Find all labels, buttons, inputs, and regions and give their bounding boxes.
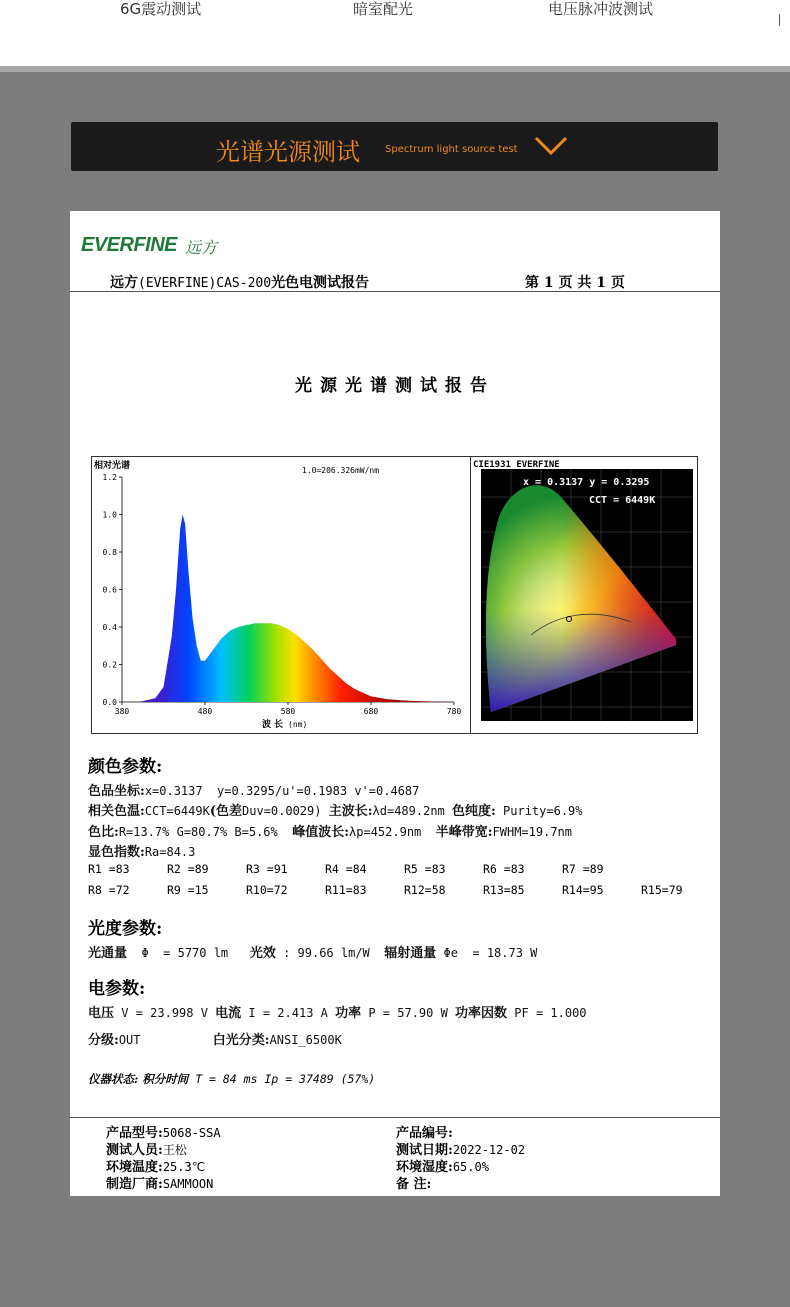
header-brand: 远方 [110,275,138,291]
nav-link-voltage-pulse[interactable]: 电压脉冲波测试 [548,0,654,18]
cie-coords: x = 0.3137 y = 0.3295 [523,477,650,488]
y-tick-label: 1.2 [102,473,117,482]
color-ratio-line: 色比:R=13.7% G=80.7% B=5.6% 峰值波长:λp=452.9nm 半峰带宽:FWHM=19.7nm [88,825,573,840]
y-tick-label: 0.6 [102,585,117,595]
spectrum-chart [91,456,471,734]
cie-diagram [470,456,698,734]
y-tick-label: 0.4 [102,623,117,632]
y-tick-label: 1.0 [102,510,117,520]
electrical-line: 电压 V = 23.998 V 电流 I = 2.413 A 功率 P = 57.90 W 功率因数 PF = 1.000 [88,1006,587,1021]
spectrum-scale-note: 1.0=206.326mW/nm [302,466,380,475]
footer-divider [70,1117,720,1118]
section-banner [71,122,718,171]
r-values-row-1: R1 =83 R2 =89 R3 =91 R4 =84 R5 =83 R6 =83 R7 =89 [88,862,604,876]
spectrum-xunit: (nm) [288,720,308,729]
r-values-row-2: R8 =72 R9 =15 R10=72 R11=83 R12=58 R13=85 R14=95 R15=79 [88,883,683,897]
header-title: 光色电测试报告 [271,275,370,291]
spectrum-curve [122,515,454,703]
photometric-line: 光通量 Φ = 5770 lm 光效 : 99.66 lm/W 辐射通量 Φe = 18.73 W [88,946,538,961]
spectrum-ylabel: 相对光谱 [94,461,131,471]
instrument-status: 仪器状态: 积分时间 T = 84 ms Ip = 37489 (57%) [88,1072,376,1086]
classification-line: 分级:OUT 白光分类:ANSI_6500K [88,1033,342,1048]
banner-title: 光谱光源测试 [216,138,360,166]
footer-right: 产品编号: 测试日期:2022-12-02 环境湿度:65.0% 备 注: [396,1126,526,1192]
cri-line: 显色指数:Ra=84.3 [88,845,196,860]
chromaticity-line: 色品坐标:x=0.3137 y=0.3295/u'=0.1983 v'=0.4687 [88,784,420,799]
color-params-heading: 颜色参数: [88,757,163,777]
spectrum-svg [92,457,470,733]
nav-link-darkroom[interactable]: 暗室配光 [353,0,414,18]
x-tick-label: 680 [363,707,379,716]
cie-cct: CCT = 6449K [589,495,656,506]
header-divider [70,291,720,292]
scroll-indicator [779,14,780,26]
header-model: (EVERFINE)CAS-200 [138,276,272,291]
top-nav-strip [0,0,790,72]
x-tick-label: 480 [197,707,213,716]
y-tick-label: 0.0 [102,698,117,707]
photometric-heading: 光度参数: [88,919,163,939]
banner-subtitle: Spectrum light source test [385,144,518,155]
cie-chromaticity-diagram [471,457,697,733]
y-tick-label: 0.8 [102,548,117,557]
page-indicator: 第 1 页 共 1 页 [525,275,625,291]
nav-link-vibration[interactable]: 6G震动测试 [120,0,202,18]
x-tick-label: 580 [280,707,296,716]
x-tick-label: 780 [446,707,462,716]
chevron-down-icon[interactable] [533,134,569,158]
x-tick-label: 380 [114,707,130,716]
spectrum-xlabel: 波 长 [262,720,284,730]
test-report [70,211,720,1196]
electrical-heading: 电参数: [88,979,146,999]
y-tick-label: 0.2 [102,660,117,670]
report-header [110,272,369,292]
everfine-logo: EVERFINE [81,234,178,256]
logo-cn: 远方 [185,238,218,257]
cie-title: CIE1931 EVERFINE [473,460,560,470]
cct-line: 相关色温:CCT=6449K(色差Duv=0.0029) 主波长:λd=489.2nm 色纯度: Purity=6.9% [88,804,583,819]
report-title: 光源光谱测试报告 [295,376,495,396]
footer-left: 产品型号:5068-SSA 测试人员:王松 环境温度:25.3℃ 制造厂商:SAMMOON [106,1126,221,1192]
